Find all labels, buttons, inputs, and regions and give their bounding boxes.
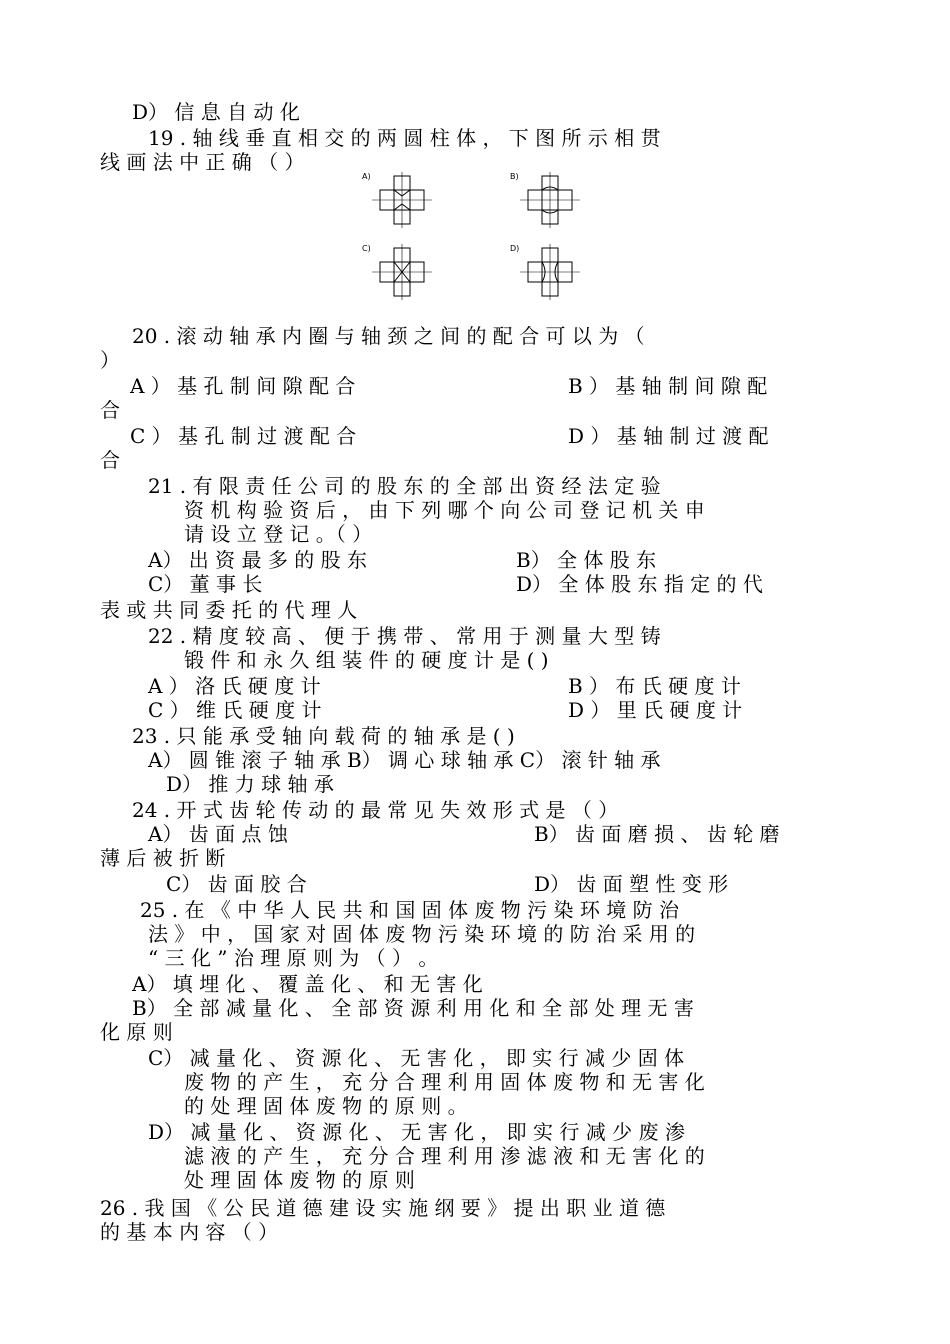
q26-stem-line2: 的 基 本 内 容 （ ）: [100, 1220, 279, 1244]
q19-figures: [362, 172, 602, 300]
q23-options-abc: A） 圆 锥 滚 子 轴 承 B） 调 心 球 轴 承 C） 滚 针 轴 承: [148, 748, 661, 772]
figure-b-label: B): [510, 172, 519, 181]
q20-stem-close: ）: [100, 348, 120, 372]
q25-option-d-line2: 滤 液 的 产 生 ， 充 分 合 理 利 用 渗 滤 液 和 无 害 化 的: [184, 1144, 705, 1168]
q24-option-d: D） 齿 面 塑 性 变 形: [534, 872, 729, 896]
q25-stem-line3: “ 三 化 ” 治 理 原 则 为 （ ） 。: [148, 946, 439, 970]
figure-c-label: C): [362, 244, 371, 253]
q21-stem-line1: 21 . 有 限 责 任 公 司 的 股 东 的 全 部 出 资 经 法 定 验: [148, 474, 661, 498]
q25-option-d-line1: D） 减 量 化 、 资 源 化 、 无 害 化 ， 即 实 行 减 少 废 渗: [148, 1120, 685, 1144]
q25-stem-line2: 法 》 中 ， 国 家 对 固 体 废 物 污 染 环 境 的 防 治 采 用 的: [148, 922, 696, 946]
figure-d-label: D): [510, 244, 520, 253]
figure-a: [362, 172, 442, 228]
q24-option-b-cont: 薄 后 被 折 断: [100, 846, 226, 870]
q22-option-b: B ） 布 氏 硬 度 计: [568, 674, 741, 698]
q20-option-b-cont: 合: [100, 398, 120, 422]
q21-stem-line3: 请 设 立 登 记 。（ ）: [184, 522, 373, 546]
q25-option-a: A） 填 埋 化 、 覆 盖 化 、 和 无 害 化: [132, 972, 483, 996]
q20-option-d-cont: 合: [100, 448, 120, 472]
q24-option-b: B） 齿 面 磨 损 、 齿 轮 磨: [534, 822, 780, 846]
q24-option-a: A） 齿 面 点 蚀: [148, 822, 288, 846]
q25-stem-line1: 25 . 在 《 中 华 人 民 共 和 国 固 体 废 物 污 染 环 境 防 治: [140, 898, 679, 922]
q25-option-b-cont: 化 原 则: [100, 1020, 173, 1044]
figure-b: [510, 172, 590, 228]
q21-option-d: D） 全 体 股 东 指 定 的 代: [516, 572, 763, 596]
q20-option-a: A ） 基 孔 制 间 隙 配 合: [130, 374, 356, 398]
figure-d: [510, 244, 590, 300]
q19-stem-line1: 19 . 轴 线 垂 直 相 交 的 两 圆 柱 体 ， 下 图 所 示 相 贯: [148, 126, 661, 150]
q22-option-c: C ） 维 氏 硬 度 计: [148, 698, 322, 722]
q21-option-a: A） 出 资 最 多 的 股 东: [148, 548, 367, 572]
q21-option-b: B） 全 体 股 东: [516, 548, 657, 572]
q22-option-a: A ） 洛 氏 硬 度 计: [148, 674, 321, 698]
q23-option-d: D） 推 力 球 轴 承: [166, 772, 334, 796]
q21-stem-line2: 资 机 构 验 资 后 ， 由 下 列 哪 个 向 公 司 登 记 机 关 申: [184, 498, 705, 522]
intersecting-cylinders-d-icon: [510, 244, 590, 300]
q25-option-c-line1: C） 减 量 化 、 资 源 化 、 无 害 化 ， 即 实 行 减 少 固 体: [148, 1046, 685, 1070]
q20-option-c: C ） 基 孔 制 过 渡 配 合: [130, 424, 357, 448]
q24-option-c: C） 齿 面 胶 合: [166, 872, 307, 896]
q18-option-d: D） 信 息 自 动 化: [132, 100, 300, 124]
q23-stem: 23 . 只 能 承 受 轴 向 载 荷 的 轴 承 是 ( ): [132, 724, 515, 748]
intersecting-cylinders-a-icon: [362, 172, 442, 228]
figure-a-label: A): [362, 172, 371, 181]
q25-option-b: B） 全 部 减 量 化 、 全 部 资 源 利 用 化 和 全 部 处 理 无 害: [132, 996, 694, 1020]
q25-option-c-line2: 废 物 的 产 生 ， 充 分 合 理 利 用 固 体 废 物 和 无 害 化: [184, 1070, 705, 1094]
q22-stem-line1: 22 . 精 度 较 高 、 便 于 携 带 、 常 用 于 测 量 大 型 铸: [148, 624, 661, 648]
q20-option-d: D ） 基 轴 制 过 渡 配: [568, 424, 769, 448]
q21-option-d-cont: 表 或 共 同 委 托 的 代 理 人: [100, 598, 358, 622]
q25-option-c-line3: 的 处 理 固 体 废 物 的 原 则 。: [184, 1094, 468, 1118]
figure-c: [362, 244, 442, 300]
q24-stem: 24 . 开 式 齿 轮 传 动 的 最 常 见 失 效 形 式 是 （ ）: [132, 798, 619, 822]
q19-stem-line2: 线 画 法 中 正 确 （ ）: [100, 150, 305, 174]
q20-stem: 20 . 滚 动 轴 承 内 圈 与 轴 颈 之 间 的 配 合 可 以 为 （: [132, 324, 645, 348]
intersecting-cylinders-c-icon: [362, 244, 442, 300]
q22-option-d: D ） 里 氏 硬 度 计: [568, 698, 743, 722]
q22-stem-line2: 锻 件 和 永 久 组 装 件 的 硬 度 计 是 ( ): [184, 648, 549, 672]
intersecting-cylinders-b-icon: [510, 172, 590, 228]
q26-stem-line1: 26 . 我 国 《 公 民 道 德 建 设 实 施 纲 要 》 提 出 职 业 道 德: [100, 1196, 666, 1220]
q20-option-b: B ） 基 轴 制 间 隙 配: [568, 374, 768, 398]
q21-option-c: C） 董 事 长: [148, 572, 263, 596]
q25-option-d-line3: 处 理 固 体 废 物 的 原 则: [184, 1168, 415, 1192]
